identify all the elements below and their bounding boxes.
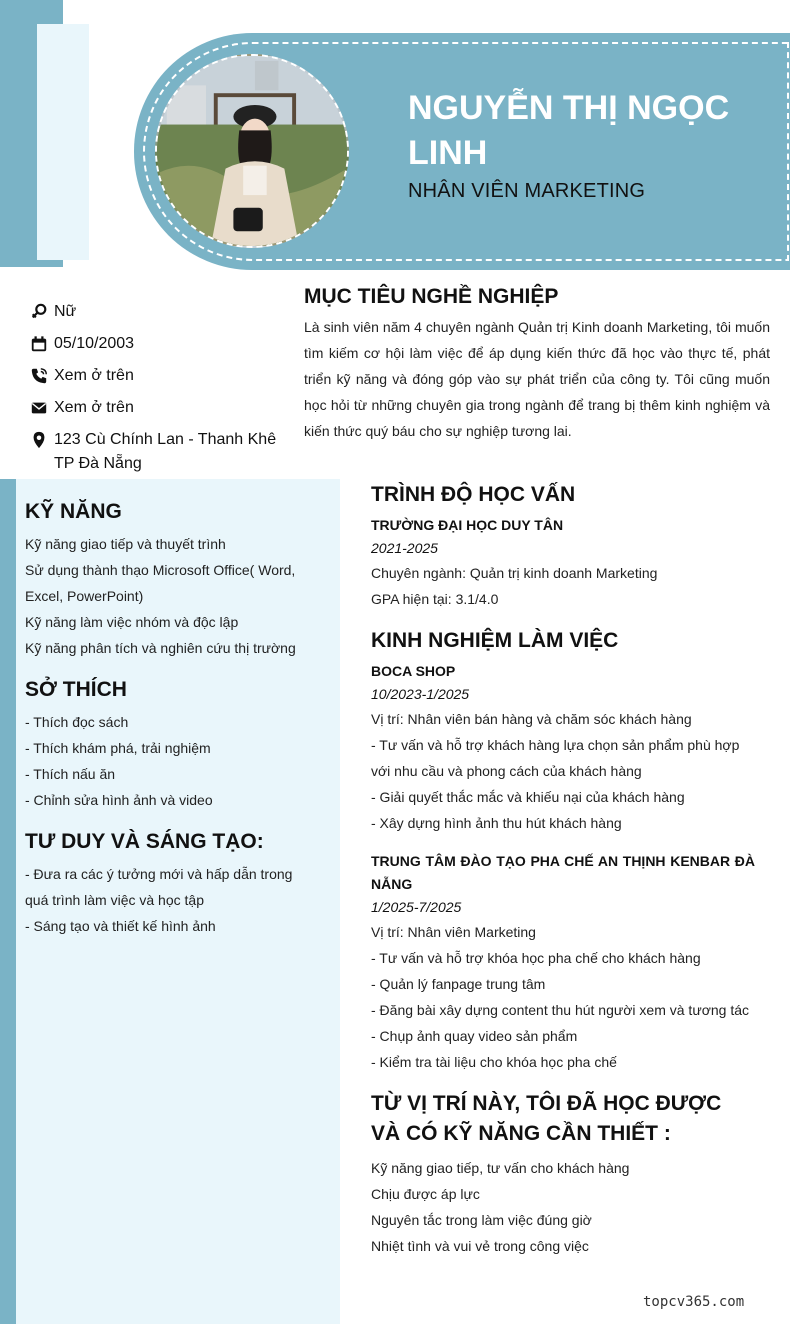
hobbies-title: SỞ THÍCH: [25, 678, 127, 701]
email-icon: [30, 399, 48, 417]
creativity-section: [25, 827, 317, 939]
education-detail: Chuyên ngành: Quản trị kinh doanh Marketing: [371, 565, 658, 581]
job-line: - Quản lý fanpage trung tâm: [371, 976, 546, 992]
job-line: Vị trí: Nhân viên bán hàng và chăm sóc khách hàng: [371, 711, 692, 727]
education-section: [371, 480, 755, 612]
education-detail: GPA hiện tại: 3.1/4.0: [371, 591, 499, 607]
hobby-item: - Chỉnh sửa hình ảnh và video: [25, 792, 213, 808]
job-entry: [371, 660, 755, 836]
candidate-role: NHÂN VIÊN MARKETING: [408, 180, 646, 202]
job-entry: [371, 850, 755, 1075]
profile-photo: [155, 54, 349, 248]
learned-item: Nguyên tắc trong làm việc đúng giờ: [371, 1212, 592, 1228]
contact-gender-text: Nữ: [54, 303, 77, 320]
header-light-panel: [37, 24, 89, 260]
job-line: Vị trí: Nhân viên Marketing: [371, 924, 536, 940]
career-objective-text: Là sinh viên năm 4 chuyên ngành Quản trị Kinh doanh Marketing, tôi muốn tìm kiếm cơ hội làm việc để áp dụng kiến thức đã học vào thực tế, phát triển kỹ năng và đóng góp vào sự phát triển của công ty. Tôi cũng muốn học hỏi từ những chuyên gia trong ngành để trang bị thêm kinh nghiệm và kiến thức quý báu cho sự nghiệp tương lai.: [304, 319, 770, 439]
creativity-title: TƯ DUY VÀ SÁNG TẠO:: [25, 830, 264, 853]
contact-birthday-text: 05/10/2003: [54, 335, 135, 352]
skill-item: Kỹ năng phân tích và nghiên cứu thị trường: [25, 640, 296, 656]
job-line: - Tư vấn và hỗ trợ khách hàng lựa chọn sản phẩm phù hợp với nhu cầu và phong cách của khách hàng: [371, 737, 740, 779]
job-period: 1/2025-7/2025: [371, 899, 462, 915]
creativity-item: - Đưa ra các ý tưởng mới và hấp dẫn trong quá trình làm việc và học tập: [25, 866, 293, 908]
phone-icon: [30, 367, 48, 385]
contact-address-text: 123 Cù Chính Lan - Thanh Khê TP Đà Nẵng: [54, 431, 277, 472]
contact-phone-text: Xem ở trên: [54, 367, 134, 384]
contact-address: [30, 428, 280, 476]
job-line: - Tư vấn và hỗ trợ khóa học pha chế cho khách hàng: [371, 950, 701, 966]
skill-item: Kỹ năng giao tiếp và thuyết trình: [25, 536, 226, 552]
learned-item: Kỹ năng giao tiếp, tư vấn cho khách hàng: [371, 1160, 630, 1176]
education-period: 2021-2025: [371, 540, 438, 556]
hobbies-section: [25, 675, 317, 813]
job-org: TRUNG TÂM ĐÀO TẠO PHA CHẾ AN THỊNH KENBAR ĐÀ NẴNG: [371, 853, 755, 892]
location-icon: [30, 431, 48, 449]
candidate-name: NGUYỄN THỊ NGỌC LINH: [408, 89, 730, 172]
learned-item: Nhiệt tình và vui vẻ trong công việc: [371, 1238, 589, 1254]
contact-gender: [30, 300, 280, 324]
job-period: 10/2023-1/2025: [371, 686, 470, 702]
job-line: - Xây dựng hình ảnh thu hút khách hàng: [371, 815, 622, 831]
right-column: [371, 480, 755, 1273]
contact-phone: [30, 364, 280, 388]
job-line: - Đăng bài xây dựng content thu hút người xem và tương tác: [371, 1002, 750, 1018]
learned-section: [371, 1089, 755, 1259]
skill-item: Sử dụng thành thạo Microsoft Office( Word, Excel, PowerPoint): [25, 562, 296, 604]
creativity-item: - Sáng tạo và thiết kế hình ảnh: [25, 918, 216, 934]
calendar-icon: [30, 335, 48, 353]
contact-list: [30, 300, 280, 484]
experience-title: KINH NGHIỆM LÀM VIỆC: [371, 629, 619, 652]
education-title: TRÌNH ĐỘ HỌC VẤN: [371, 483, 576, 506]
profile-photo-illustration: [157, 56, 347, 246]
left-column: [25, 497, 317, 953]
contact-birthday: [30, 332, 280, 356]
skill-item: Kỹ năng làm việc nhóm và độc lập: [25, 614, 239, 630]
experience-section: [371, 626, 755, 1075]
contact-email-text: Xem ở trên: [54, 399, 134, 416]
job-org: BOCA SHOP: [371, 663, 456, 679]
footer-watermark: topcv365.com: [643, 1294, 745, 1310]
skills-section: [25, 497, 317, 661]
left-column-stripe: [0, 479, 16, 1324]
job-line: - Chụp ảnh quay video sản phẩm: [371, 1028, 578, 1044]
hobby-item: - Thích khám phá, trải nghiệm: [25, 740, 211, 756]
job-line: - Giải quyết thắc mắc và khiếu nại của khách hàng: [371, 789, 685, 805]
school-name: TRƯỜNG ĐẠI HỌC DUY TÂN: [371, 517, 564, 533]
learned-item: Chịu được áp lực: [371, 1186, 480, 1202]
contact-email: [30, 396, 280, 420]
job-line: - Kiểm tra tài liệu cho khóa học pha chế: [371, 1054, 617, 1070]
career-objective-section: [304, 282, 770, 444]
hobby-item: - Thích nấu ăn: [25, 766, 116, 782]
career-objective-title: MỤC TIÊU NGHỀ NGHIỆP: [304, 285, 559, 308]
skills-title: KỸ NĂNG: [25, 500, 122, 523]
learned-title: TỪ VỊ TRÍ NÀY, TÔI ĐÃ HỌC ĐƯỢC VÀ CÓ KỸ NĂNG CẦN THIẾT :: [371, 1092, 722, 1145]
hobby-item: - Thích đọc sách: [25, 714, 129, 730]
gender-icon: [30, 303, 48, 321]
